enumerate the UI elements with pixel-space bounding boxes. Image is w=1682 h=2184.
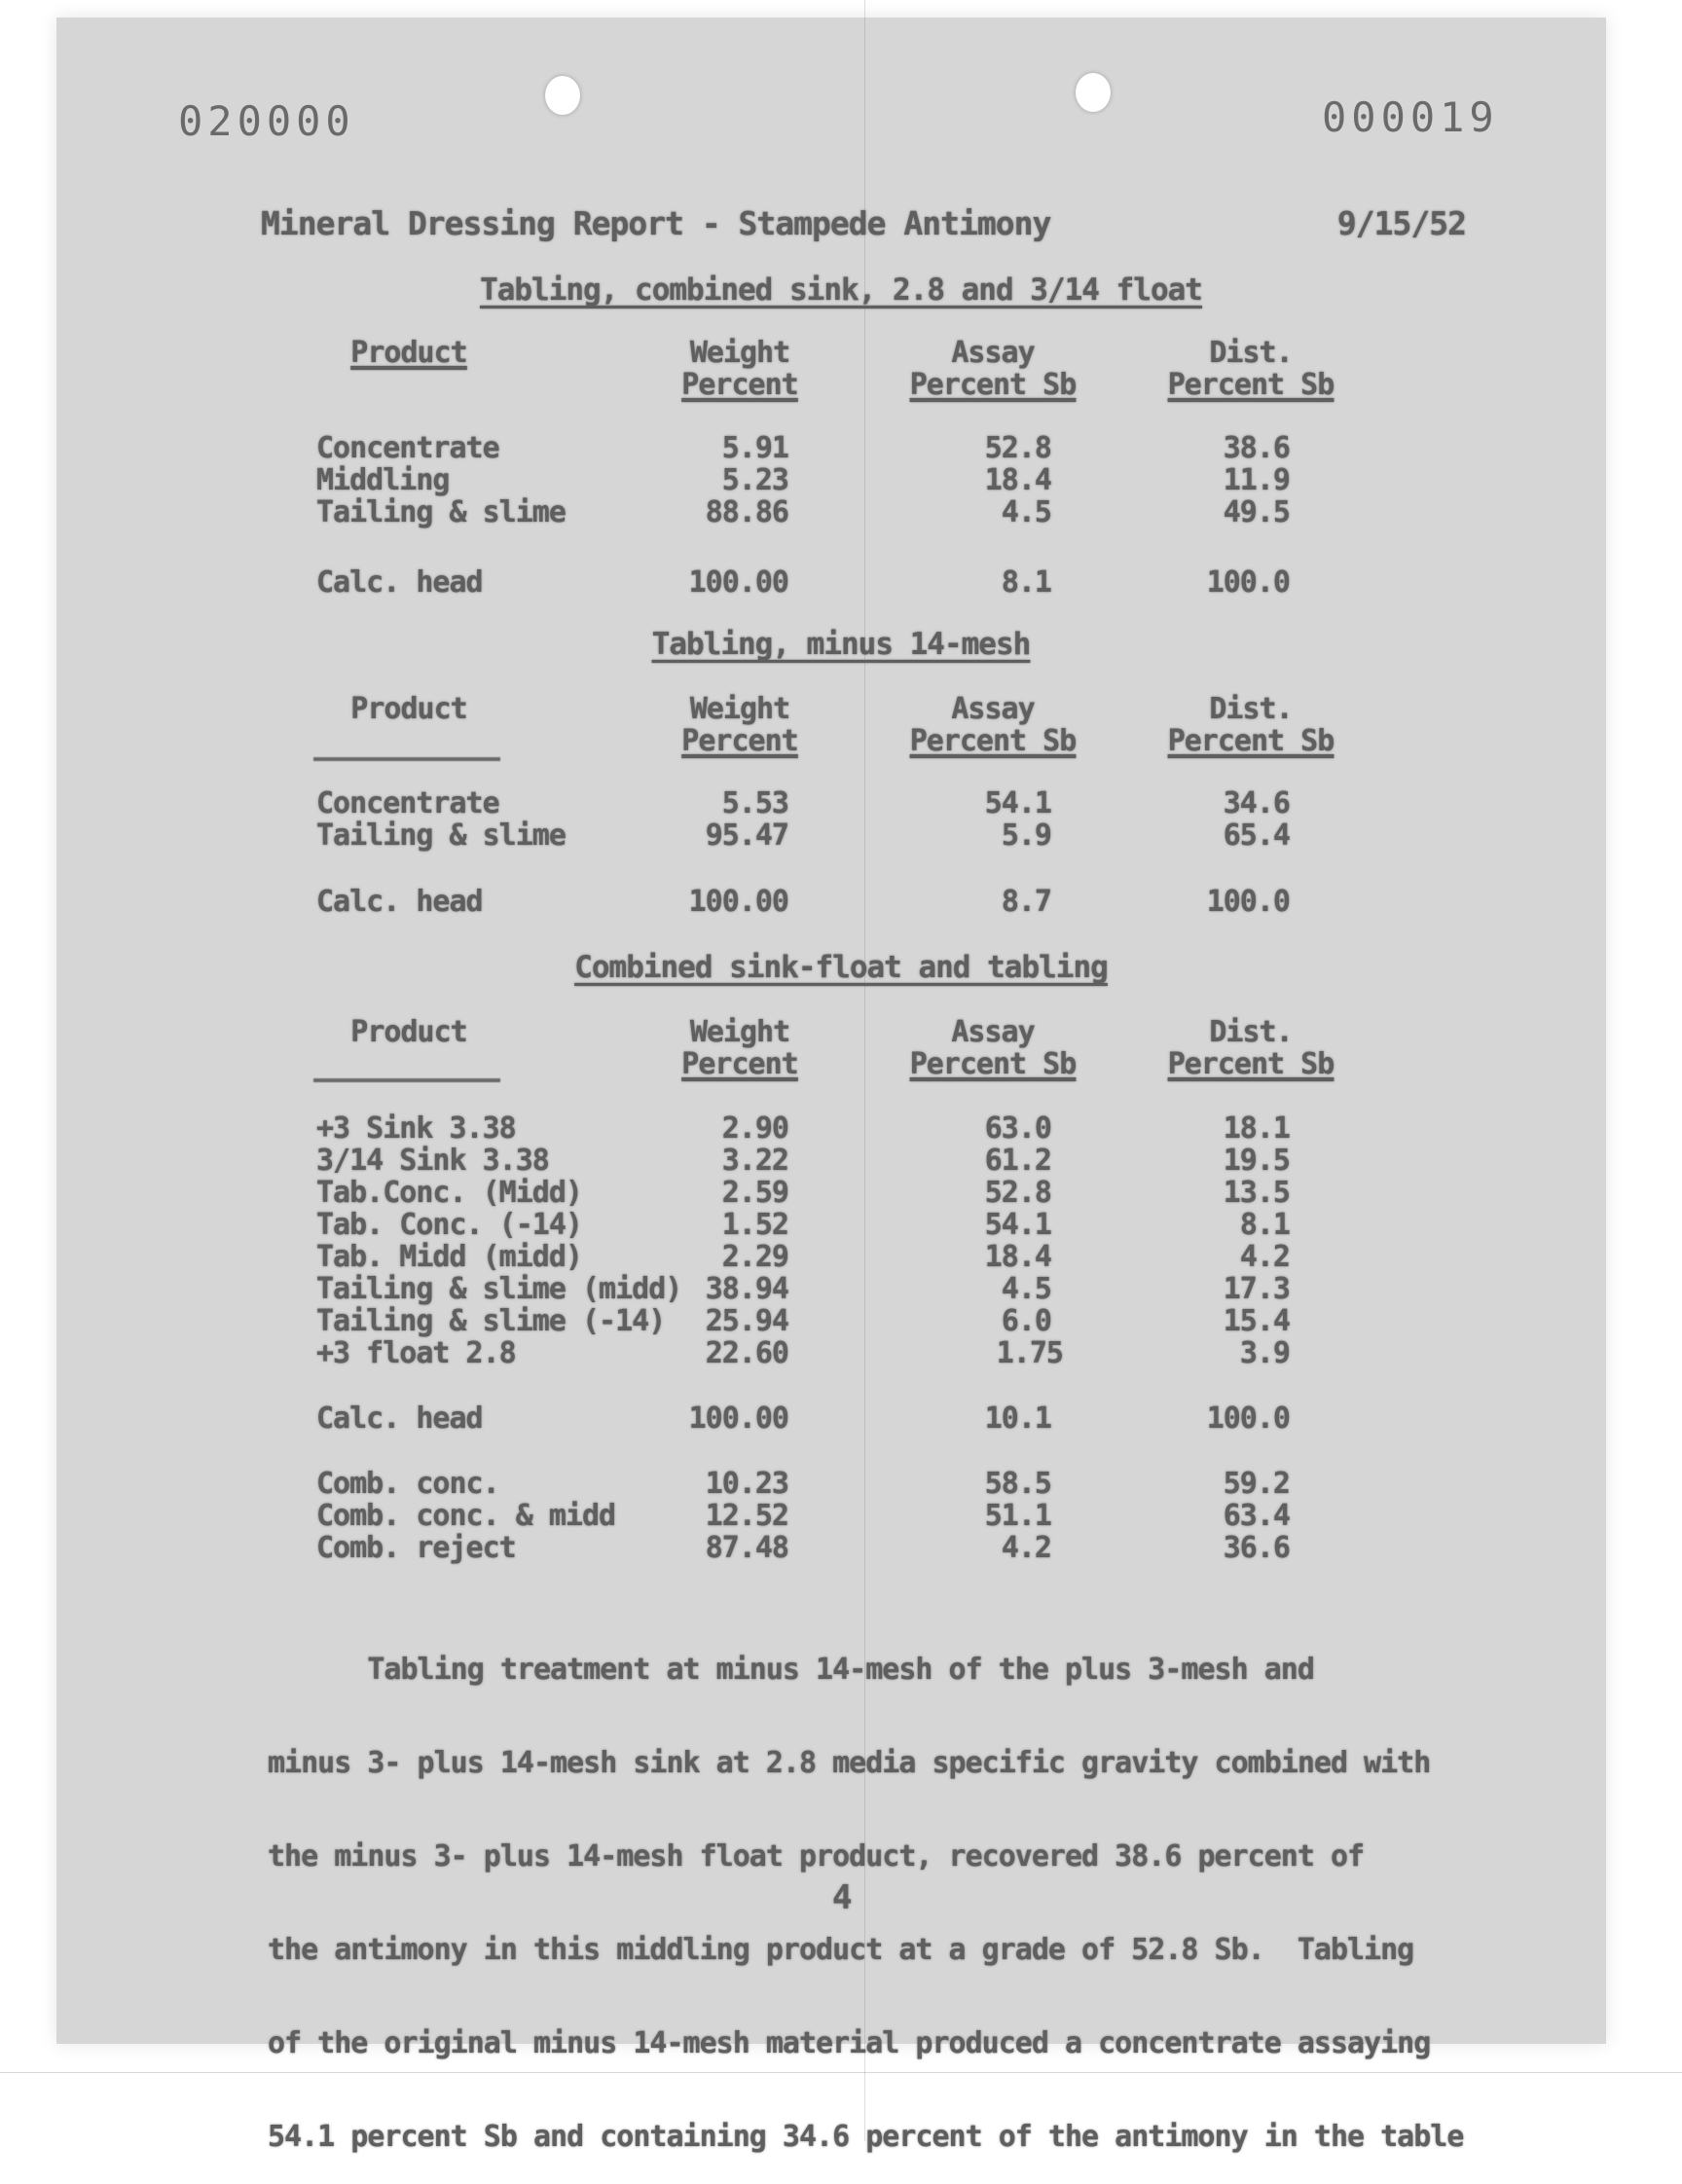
- summary-paragraph: [268, 1592, 1464, 2184]
- table1-title: Tabling, combined sink, 2.8 and 3/14 float: [480, 273, 1202, 308]
- table3-row-1-assay: 63.0: [984, 1111, 1051, 1146]
- table3-row-1-weight: 2.90: [721, 1111, 788, 1146]
- table3-comb-3-weight: 87.48: [705, 1531, 788, 1565]
- table1-header-weight: Weight Percent: [681, 336, 798, 402]
- table3-total-weight: 100.00: [688, 1401, 788, 1436]
- table1-row-1-product: Concentrate: [316, 431, 499, 465]
- table3-comb-2-assay: 51.1: [984, 1499, 1051, 1533]
- table1-row-1-weight: 5.91: [721, 431, 788, 465]
- paragraph-line: Tabling treatment at minus 14-mesh of the plus 3-mesh and: [268, 1653, 1314, 1687]
- table2-row-1-product: Concentrate: [316, 786, 499, 820]
- table1-total-product: Calc. head: [316, 565, 483, 600]
- table1-row-1-dist: 38.6: [1223, 431, 1290, 465]
- table3-header-assay: Assay Percent Sb: [909, 1015, 1077, 1081]
- table3-row-2-assay: 61.2: [984, 1144, 1051, 1178]
- table3-row-1-product: +3 Sink 3.38: [316, 1111, 516, 1146]
- report-title: Mineral Dressing Report - Stampede Antimony: [261, 204, 1051, 242]
- table1-row-1-assay: 52.8: [984, 431, 1051, 465]
- paragraph-line: the minus 3- plus 14-mesh float product, recovered 38.6 percent of: [268, 1839, 1365, 1874]
- table2-total-assay: 8.7: [1001, 885, 1051, 919]
- table3-row-3-assay: 52.8: [984, 1176, 1051, 1210]
- table3-comb-2-dist: 63.4: [1223, 1499, 1290, 1533]
- report-date: 9/15/52: [1336, 204, 1466, 242]
- table3-total-dist: 100.0: [1206, 1401, 1290, 1436]
- table3-comb-2-weight: 12.52: [705, 1499, 788, 1533]
- table2-product-rule: [313, 757, 500, 761]
- table3-row-3-product: Tab.Conc. (Midd): [316, 1176, 582, 1210]
- table3-title: Combined sink-float and tabling: [574, 950, 1108, 985]
- table3-row-4-dist: 8.1: [1239, 1208, 1290, 1242]
- table3-row-8-product: +3 float 2.8: [316, 1336, 516, 1370]
- table3-product-rule: [313, 1078, 500, 1082]
- table3-comb-3-assay: 4.2: [1001, 1531, 1051, 1565]
- table3-row-4-product: Tab. Conc. (-14): [316, 1208, 582, 1242]
- table3-row-1-dist: 18.1: [1223, 1111, 1290, 1146]
- stamp-number-right: 000019: [1322, 93, 1499, 141]
- table3-row-2-weight: 3.22: [721, 1144, 788, 1178]
- table3-total-assay: 10.1: [984, 1401, 1051, 1436]
- table1-row-3-product: Tailing & slime: [316, 495, 566, 529]
- table3-row-6-dist: 17.3: [1223, 1272, 1290, 1306]
- table3-row-6-weight: 38.94: [705, 1272, 788, 1306]
- table1-row-2-assay: 18.4: [984, 463, 1051, 497]
- table2-header-weight: Weight Percent: [681, 692, 798, 758]
- table2-row-2-product: Tailing & slime: [316, 819, 566, 853]
- table3-comb-3-dist: 36.6: [1223, 1531, 1290, 1565]
- table3-header-dist: Dist. Percent Sb: [1167, 1015, 1335, 1081]
- table3-row-2-product: 3/14 Sink 3.38: [316, 1144, 549, 1178]
- table2-row-2-assay: 5.9: [1001, 819, 1051, 853]
- table1-row-2-product: Middling: [316, 463, 450, 497]
- table3-row-5-assay: 18.4: [984, 1240, 1051, 1274]
- table2-header-dist: Dist. Percent Sb: [1167, 692, 1335, 758]
- punch-hole-right: [1076, 73, 1111, 112]
- paragraph-line: minus 3- plus 14-mesh sink at 2.8 media specific gravity combined with: [268, 1746, 1431, 1780]
- table1-total-assay: 8.1: [1001, 565, 1051, 600]
- table3-row-7-product: Tailing & slime (-14): [316, 1304, 666, 1338]
- table3-row-4-weight: 1.52: [721, 1208, 788, 1242]
- table2-header-product: Product: [350, 692, 467, 726]
- table3-row-7-assay: 6.0: [1001, 1304, 1051, 1338]
- table2-header-assay: Assay Percent Sb: [909, 692, 1077, 758]
- table1-total-dist: 100.0: [1206, 565, 1290, 600]
- table1-row-2-dist: 11.9: [1223, 463, 1290, 497]
- table3-row-3-dist: 13.5: [1223, 1176, 1290, 1210]
- table3-header-product: Product: [350, 1015, 467, 1049]
- table2-row-1-assay: 54.1: [984, 786, 1051, 820]
- table3-comb-1-dist: 59.2: [1223, 1467, 1290, 1501]
- table3-comb-1-product: Comb. conc.: [316, 1467, 499, 1501]
- table3-row-5-dist: 4.2: [1239, 1240, 1290, 1274]
- table3-row-7-dist: 15.4: [1223, 1304, 1290, 1338]
- table3-row-5-product: Tab. Midd (midd): [316, 1240, 582, 1274]
- table2-row-2-dist: 65.4: [1223, 819, 1290, 853]
- paragraph-line: the antimony in this middling product at a grade of 52.8 Sb. Tabling: [268, 1933, 1414, 1967]
- table1-row-3-weight: 88.86: [705, 495, 788, 529]
- table1-total-weight: 100.00: [688, 565, 788, 600]
- table3-row-8-dist: 3.9: [1239, 1336, 1290, 1370]
- table2-title: Tabling, minus 14-mesh: [651, 627, 1031, 662]
- punch-hole-left: [545, 76, 580, 115]
- page-number: 4: [832, 1878, 852, 1917]
- table3-header-weight: Weight Percent: [681, 1015, 798, 1081]
- table3-row-8-weight: 22.60: [705, 1336, 788, 1370]
- table3-comb-3-product: Comb. reject: [316, 1531, 516, 1565]
- table3-row-6-product: Tailing & slime (midd): [316, 1272, 682, 1306]
- table3-total-product: Calc. head: [316, 1401, 483, 1436]
- table1-row-3-dist: 49.5: [1223, 495, 1290, 529]
- table3-row-6-assay: 4.5: [1001, 1272, 1051, 1306]
- table2-row-1-weight: 5.53: [721, 786, 788, 820]
- table1-row-2-weight: 5.23: [721, 463, 788, 497]
- table3-row-8-assay: 1.75: [996, 1336, 1063, 1370]
- table1-header-dist: Dist. Percent Sb: [1167, 336, 1335, 402]
- paragraph-line: 54.1 percent Sb and containing 34.6 percent of the antimony in the table: [268, 2120, 1464, 2154]
- table1-header-assay: Assay Percent Sb: [909, 336, 1077, 402]
- table1-row-3-assay: 4.5: [1001, 495, 1051, 529]
- table2-total-weight: 100.00: [688, 885, 788, 919]
- paragraph-line: of the original minus 14-mesh material produced a concentrate assaying: [268, 2026, 1431, 2060]
- table1-header-product: Product: [350, 336, 467, 370]
- table3-comb-1-assay: 58.5: [984, 1467, 1051, 1501]
- table2-total-dist: 100.0: [1206, 885, 1290, 919]
- table2-row-2-weight: 95.47: [705, 819, 788, 853]
- table3-row-4-assay: 54.1: [984, 1208, 1051, 1242]
- table3-comb-2-product: Comb. conc. & midd: [316, 1499, 616, 1533]
- table3-row-2-dist: 19.5: [1223, 1144, 1290, 1178]
- stamp-number-left: 020000: [178, 97, 355, 145]
- table2-total-product: Calc. head: [316, 885, 483, 919]
- table3-row-3-weight: 2.59: [721, 1176, 788, 1210]
- table3-row-5-weight: 2.29: [721, 1240, 788, 1274]
- table2-row-1-dist: 34.6: [1223, 786, 1290, 820]
- table3-comb-1-weight: 10.23: [705, 1467, 788, 1501]
- table3-row-7-weight: 25.94: [705, 1304, 788, 1338]
